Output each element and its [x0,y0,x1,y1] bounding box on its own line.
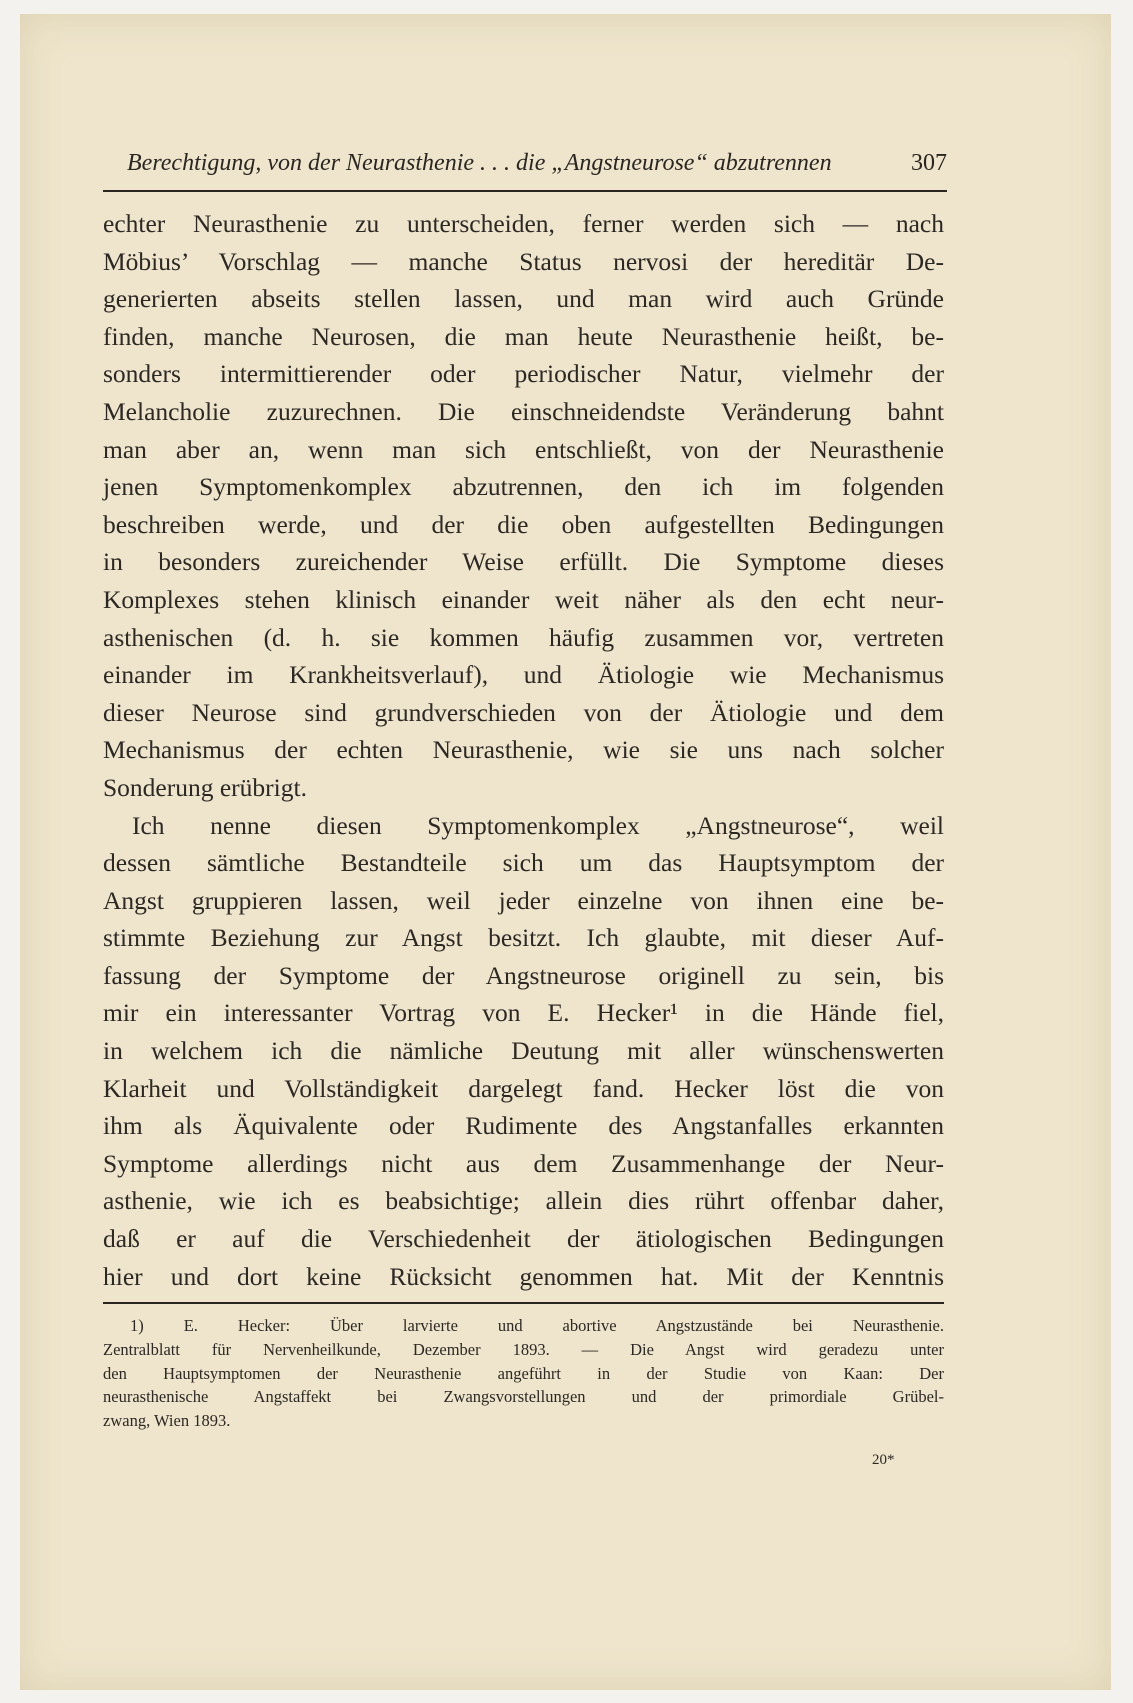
text-line: ihm als Äquivalente oder Rudimente des Angstanfalles erkannten [103,1111,944,1141]
footnote-line: zwang, Wien 1893. [103,1411,231,1431]
text-line: dessen sämtliche Bestandteile sich um das Hauptsymptom der [103,848,944,878]
text-line: Mechanismus der echten Neurasthenie, wie sie uns nach solcher [103,735,944,765]
page-number: 307 [911,150,947,176]
text-line: Klarheit und Vollständigkeit dargelegt fand. Hecker löst die von [103,1073,944,1103]
text-line: beschreiben werde, und der die oben aufgestellten Bedingungen [103,509,944,539]
footnote-line: Zentralblatt für Nervenheilkunde, Dezember 1893. — Die Angst wird geradezu unter [103,1339,944,1359]
text-line: dieser Neurose sind grundverschieden von der Ätiologie und dem [103,697,944,727]
text-line: in welchem ich die nämliche Deutung mit aller wünschenswerten [103,1036,944,1066]
text-line: Komplexes stehen klinisch einander weit näher als den echt neur- [103,584,944,614]
text-line: sonders intermittierender oder periodischer Natur, vielmehr der [103,359,944,389]
text-line: mir ein interessanter Vortrag von E. Hecker¹ in die Hände fiel, [103,998,944,1028]
text-line: Ich nenne diesen Symptomenkomplex „Angstneurose“, weil [132,810,944,840]
footnote-line: den Hauptsymptomen der Neurasthenie angeführt in der Studie von Kaan: Der [103,1363,944,1383]
text-line: jenen Symptomenkomplex abzutrennen, den ich im folgenden [103,472,944,502]
body-text [103,205,944,1295]
text-line: finden, manche Neurosen, die man heute Neurasthenie heißt, be- [103,321,944,351]
header-rule [103,190,947,192]
text-line: generierten abseits stellen lassen, und man wird auch Gründe [103,284,944,314]
text-line: Melancholie zuzurechnen. Die einschneidendste Veränderung bahnt [103,396,944,426]
text-line: echter Neurasthenie zu unterscheiden, ferner werden sich — nach [103,209,944,238]
text-line: daß er auf die Verschiedenheit der ätiologischen Bedingungen [103,1224,944,1254]
text-line: asthenie, wie ich es beabsichtige; allein dies rührt offenbar daher, [103,1186,944,1216]
footnote [103,1314,944,1433]
footnote-line: 1) E. Hecker: Über larvierte und abortive Angstzustände bei Neurasthenie. [130,1316,944,1335]
text-line: Sonderung erübrigt. [103,772,307,802]
footnote-rule [103,1302,944,1304]
text-line: fassung der Symptome der Angstneurose originell zu sein, bis [103,960,944,990]
footnote-line: neurasthenische Angstaffekt bei Zwangsvorstellungen und der primordiale Grübel- [103,1387,944,1407]
text-line: stimmte Beziehung zur Angst besitzt. Ich glaubte, mit dieser Auf- [103,923,944,953]
text-line: in besonders zureichender Weise erfüllt. Die Symptome dieses [103,547,944,577]
text-line: hier und dort keine Rücksicht genommen hat. Mit der Kenntnis [103,1261,944,1291]
signature-mark: 20* [872,1452,895,1468]
text-line: Symptome allerdings nicht aus dem Zusammenhange der Neur- [103,1148,944,1178]
text-line: Möbius’ Vorschlag — manche Status nervosi der hereditär De- [103,246,944,276]
running-header [127,150,947,177]
header-title: Berechtigung, von der Neurasthenie . . . die „Angstneurose“ abzutrennen [127,150,832,176]
text-line: einander im Krankheitsverlauf), und Ätiologie wie Mechanismus [103,660,944,690]
text-line: man aber an, wenn man sich entschließt, von der Neurasthenie [103,434,944,464]
text-line: Angst gruppieren lassen, weil jeder einzelne von ihnen eine be- [103,885,944,915]
text-line: asthenischen (d. h. sie kommen häufig zusammen vor, vertreten [103,622,944,652]
